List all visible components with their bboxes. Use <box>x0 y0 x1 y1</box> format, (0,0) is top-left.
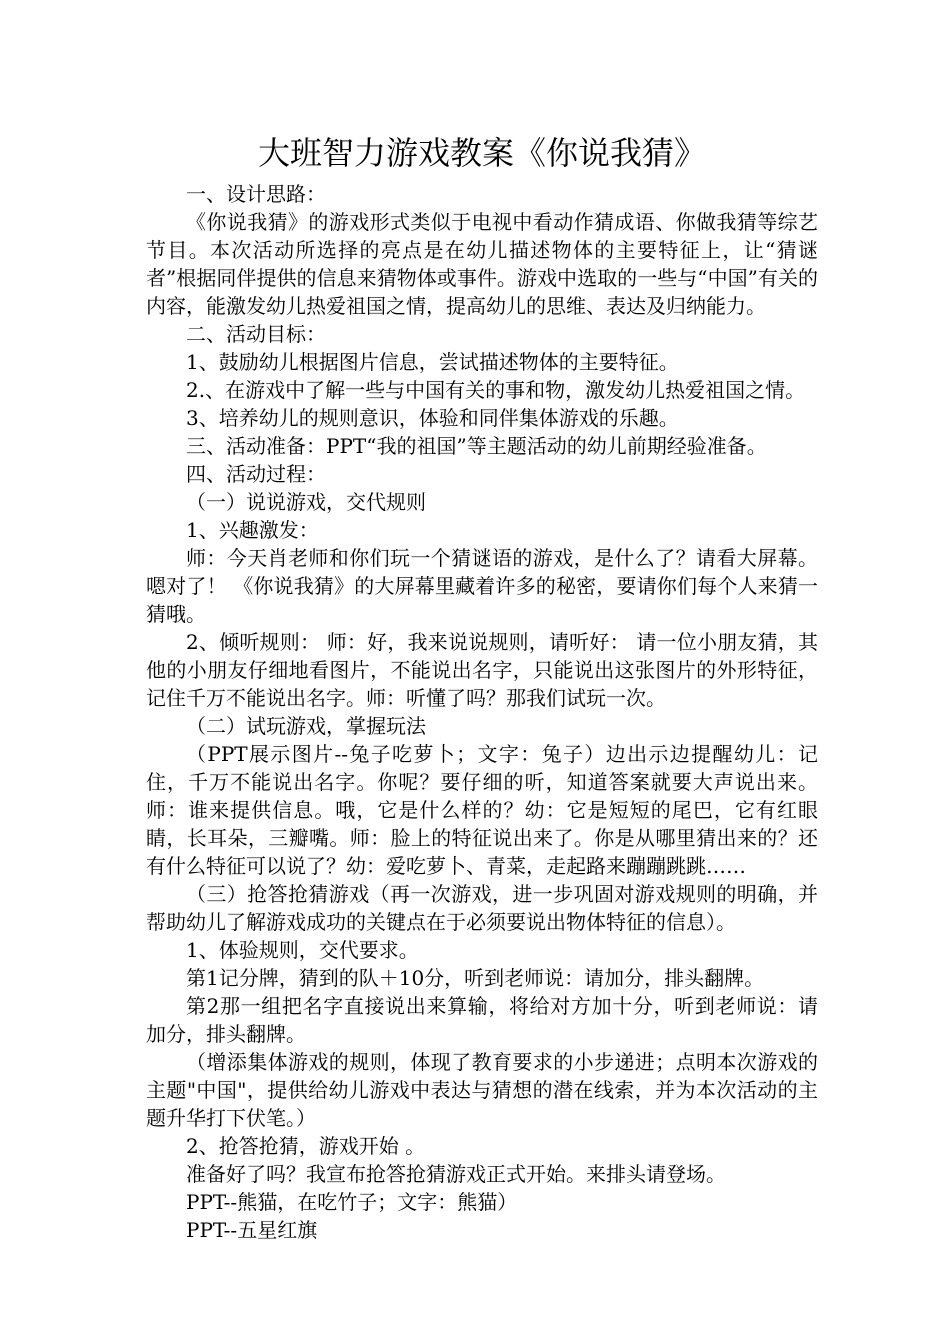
step-game-start: 2、抢答抢猜，游戏开始 。 <box>186 1134 426 1158</box>
goal-item-2: 2.、在游戏中了解一些与中国有关的事和物，激发幼儿热爱祖国之情。 <box>186 378 806 402</box>
paragraph-trial-game: （PPT展示图片--兔子吃萝卜；文字：兔子）边出示边提醒幼儿：记住，千万不能说出名字。你呢？要仔细的听，知道答案就要大声说出来。师：谁来提供信息。哦，它是什么样的？幼：它是短短的尾巴，它有红眼睛，长耳朵，三瓣嘴。师：脸上的特征说出来了。你是从哪里猜出来的？还有什么特征可以说了？幼：爱吃萝卜、青菜，走起路来蹦蹦跳跳…… <box>146 742 818 878</box>
subheading-part-3: （三）抢答抢猜游戏（再一次游戏，进一步巩固对游戏规则的明确，并帮助幼儿了解游戏成功的关键点在于必须要说出物体特征的信息）。 <box>146 882 818 934</box>
ppt-item-panda: PPT--熊猫，在吃竹子；文字：熊猫） <box>186 1190 518 1214</box>
subheading-part-2: （二）试玩游戏，掌握玩法 <box>186 714 426 738</box>
paragraph-note: （增添集体游戏的规则，体现了教育要求的小步递进；点明本次游戏的主题"中国"，提供给幼儿游戏中表达与猜想的潜在线索，并为本次活动的主题升华打下伏笔。） <box>146 1050 818 1130</box>
step-interest: 1、兴趣激发： <box>186 518 319 542</box>
paragraph-rules: 2、倾听规则： 师：好，我来说说规则，请听好： 请一位小朋友猜，其他的小朋友仔细地看图片，不能说出名字，只能说出这张图片的外形特征，记住千万不能说出名字。师：听懂了吗？那我们试玩一次。 <box>146 630 818 710</box>
goal-item-3: 3、培养幼儿的规则意识，体验和同伴集体游戏的乐趣。 <box>186 406 679 430</box>
heading-design-idea: 一、设计思路： <box>186 182 326 206</box>
step-experience-rules: 1、体验规则，交代要求。 <box>186 938 419 962</box>
paragraph-teacher-intro: 师：今天肖老师和你们玩一个猜谜语的游戏，是什么了？请看大屏幕。嗯对了！ 《你说我猜》的大屏幕里藏着许多的秘密，要请你们每个人来猜一猜哦。 <box>146 546 818 626</box>
heading-activity-goals: 二、活动目标： <box>186 322 326 346</box>
paragraph-design-idea: 《你说我猜》的游戏形式类似于电视中看动作猜成语、你做我猜等综艺节目。本次活动所选择的亮点是在幼儿描述物体的主要特征上，让“猜谜者”根据同伴提供的信息来猜物体或事件。游戏中选取的一些与“中国”有关的内容，能激发幼儿热爱祖国之情，提高幼儿的思维、表达及归纳能力。 <box>146 210 818 318</box>
goal-item-1: 1、鼓励幼儿根据图片信息，尝试描述物体的主要特征。 <box>186 350 679 374</box>
heading-activity-preparation: 三、活动准备：PPT“我的祖国”等主题活动的幼儿前期经验准备。 <box>186 434 767 458</box>
heading-activity-process: 四、活动过程： <box>186 462 326 486</box>
rule-item-2: 第2那一组把名字直接说出来算输，将给对方加十分，听到老师说：请加分，排头翻牌。 <box>146 994 818 1046</box>
document-title: 大班智力游戏教案《你说我猜》 <box>257 134 706 172</box>
document-page <box>146 128 818 1244</box>
subheading-part-1: （一）说说游戏，交代规则 <box>186 490 426 514</box>
ppt-item-flag: PPT--五星红旗 <box>186 1218 318 1242</box>
rule-item-1: 第1记分牌，猜到的队＋10分，听到老师说：请加分，排头翻牌。 <box>186 966 765 990</box>
paragraph-announcement: 准备好了吗？我宣布抢答抢猜游戏正式开始。来排头请登场。 <box>186 1162 726 1186</box>
